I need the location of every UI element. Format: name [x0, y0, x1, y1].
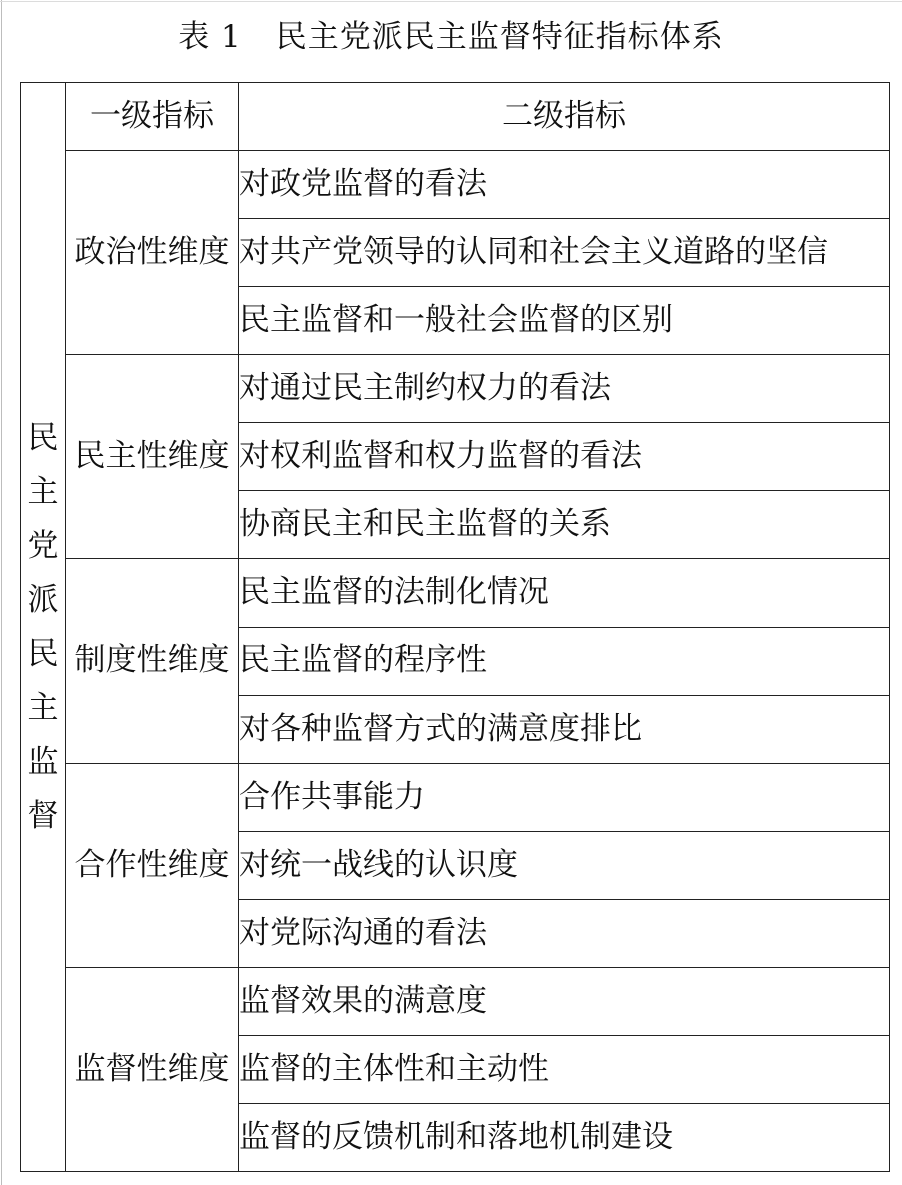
table-row	[21, 967, 890, 1035]
table-row	[21, 355, 890, 423]
table-number: 表 1	[178, 19, 242, 55]
level1-political: 政治性维度	[66, 151, 239, 355]
level1-democratic: 民主性维度	[66, 355, 239, 559]
level2-item: 对权利监督和权力监督的看法	[239, 423, 890, 491]
level2-item: 监督的反馈机制和落地机制建设	[239, 1103, 890, 1171]
level1-cooperative: 合作性维度	[66, 763, 239, 967]
level2-item: 对党际沟通的看法	[239, 899, 890, 967]
table-caption	[0, 14, 902, 60]
level1-institutional: 制度性维度	[66, 559, 239, 763]
page-frame-left	[1, 0, 2, 1185]
table-title: 民主党派民主监督特征指标体系	[275, 19, 724, 55]
table-row	[21, 559, 890, 627]
level2-item: 监督效果的满意度	[239, 967, 890, 1035]
level2-item: 民主监督和一般社会监督的区别	[239, 287, 890, 355]
table-row	[21, 151, 890, 219]
level2-item: 合作共事能力	[239, 763, 890, 831]
level2-item: 民主监督的程序性	[239, 627, 890, 695]
level2-item: 对通过民主制约权力的看法	[239, 355, 890, 423]
table-row	[21, 763, 890, 831]
level2-item: 对共产党领导的认同和社会主义道路的坚信	[239, 219, 890, 287]
indicator-table	[20, 82, 890, 1172]
level2-item: 对政党监督的看法	[239, 151, 890, 219]
level2-item: 协商民主和民主监督的关系	[239, 491, 890, 559]
page-frame-top	[0, 1, 902, 2]
level1-supervisory: 监督性维度	[66, 967, 239, 1171]
level2-item: 对各种监督方式的满意度排比	[239, 695, 890, 763]
level2-item: 民主监督的法制化情况	[239, 559, 890, 627]
header-level2: 二级指标	[239, 83, 890, 151]
level2-item: 对统一战线的认识度	[239, 831, 890, 899]
level2-item: 监督的主体性和主动性	[239, 1035, 890, 1103]
header-level1: 一级指标	[66, 83, 239, 151]
root-label-cell	[21, 83, 66, 1172]
root-label: 民主党派民主监督	[27, 420, 59, 834]
table-header-row	[21, 83, 890, 151]
